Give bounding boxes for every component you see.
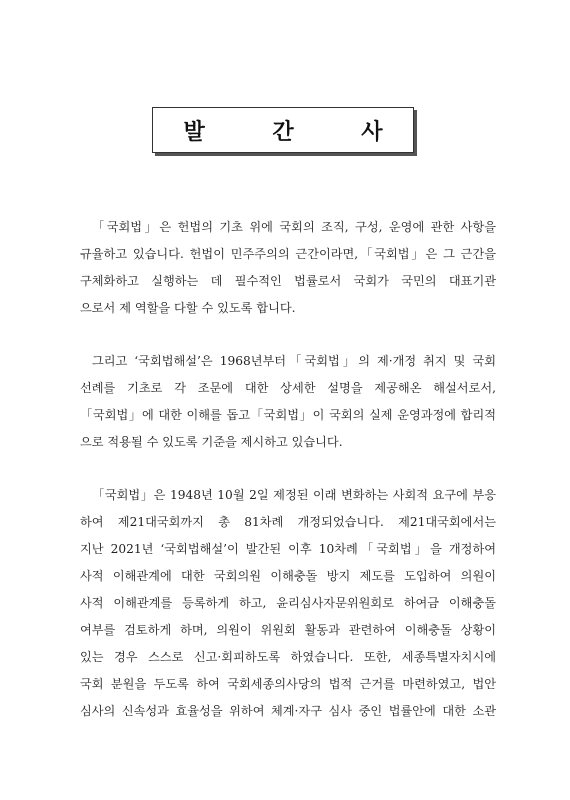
text-line: 「국회법」은 헌법의 기초 위에 국회의 조직, 구성, 운영에 관한 사항을 bbox=[92, 220, 496, 234]
text-line: 여부를 검토하게 하며, 의원이 위원회 활동과 관련하여 이해충돌 상황이 bbox=[80, 623, 496, 637]
body-text bbox=[80, 214, 496, 751]
text-line: 「국회법」에 대한 이해를 돕고「국회법」이 국회의 실제 운영과정에 합리적 bbox=[80, 408, 496, 422]
text-line: 으로서 제 역할을 다할 수 있도록 합니다. bbox=[80, 301, 296, 315]
text-line: 사적 이해관계를 등록하게 하고, 윤리심사자문위원회로 하여금 이해충돌 bbox=[80, 596, 496, 610]
text-line: 선례를 기초로 각 조문에 대한 상세한 설명을 제공해온 해설서로서, bbox=[80, 381, 496, 395]
title-box bbox=[152, 107, 414, 153]
text-line: 있는 경우 스스로 신고·회피하도록 하였습니다. 또한, 세종특별자치시에 bbox=[80, 650, 496, 664]
text-line: 국회 분원을 두도록 하여 국회세종의사당의 법적 근거를 마련하였고, 법안 bbox=[80, 677, 496, 691]
text-line: 구체화하고 실행하는 데 필수적인 법률로서 국회가 국민의 대표기관 bbox=[80, 274, 496, 288]
page-title: 발 간 사 bbox=[183, 119, 413, 145]
text-line: 규율하고 있습니다. 헌법이 민주주의의 근간이라면,「국회법」은 그 근간을 bbox=[80, 247, 496, 261]
text-line: 사적 이해관계에 대한 국회의원 이해충돌 방지 제도를 도입하여 의원이 bbox=[80, 569, 496, 583]
text-line: 지난 2021년 ‘국회법해설’이 발간된 이후 10차례「국회법」을 개정하여 bbox=[80, 542, 496, 556]
text-line: 그리고 ‘국회법해설’은 1968년부터「국회법」의 제·개정 취지 및 국회 bbox=[92, 354, 496, 368]
text-line: 심사의 신속성과 효율성을 위하여 체계·자구 심사 중인 법률안에 대한 소관 bbox=[80, 704, 496, 718]
text-line: 「국회법」은 1948년 10월 2일 제정된 이래 변화하는 사회적 요구에 부응 bbox=[92, 488, 496, 502]
paragraph-2 bbox=[80, 348, 496, 456]
paragraph-1 bbox=[80, 214, 496, 322]
text-line: 하여 제21대국회까지 총 81차례 개정되었습니다. 제21대국회에서는 bbox=[80, 515, 496, 529]
paragraph-3 bbox=[80, 482, 496, 725]
text-line: 으로 적용될 수 있도록 기준을 제시하고 있습니다. bbox=[80, 435, 343, 449]
